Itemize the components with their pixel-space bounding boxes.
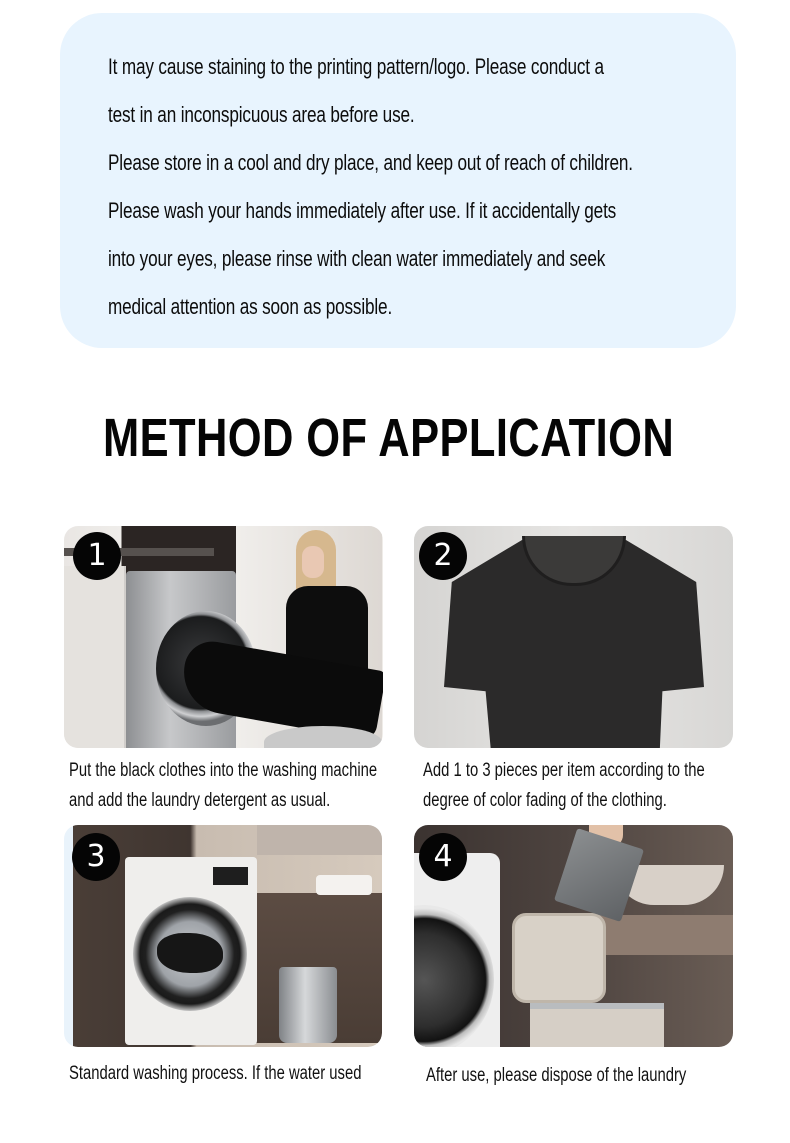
caption-line: Add 1 to 3 pieces per item according to the	[423, 760, 705, 781]
step-3-image	[64, 825, 382, 1047]
step-4-caption	[426, 1061, 686, 1091]
step-number-badge: 2	[419, 532, 467, 580]
step-2-caption	[423, 756, 705, 816]
notice-line: test in an inconspicuous area before use.	[108, 102, 415, 127]
step-number-badge: 4	[419, 833, 467, 881]
caption-line: Put the black clothes into the washing machine	[69, 760, 378, 781]
precautions-panel	[60, 13, 736, 348]
section-title: METHOD OF APPLICATION	[103, 408, 675, 468]
notice-line: Please store in a cool and dry place, and keep out of reach of children.	[108, 150, 633, 175]
step-number-badge: 3	[72, 833, 120, 881]
caption-line: degree of color fading of the clothing.	[423, 790, 667, 811]
step-2-image	[414, 526, 733, 748]
caption-line: Standard washing process. If the water used	[69, 1063, 362, 1084]
notice-line: It may cause staining to the printing pattern/logo. Please conduct a	[108, 54, 604, 79]
caption-line: and add the laundry detergent as usual.	[69, 790, 331, 811]
notice-line: medical attention as soon as possible.	[108, 294, 393, 319]
notice-line: Please wash your hands immediately after use. If it accidentally gets	[108, 198, 617, 223]
notice-line: into your eyes, please rinse with clean water immediately and seek	[108, 246, 606, 271]
caption-line: After use, please dispose of the laundry	[426, 1065, 687, 1086]
step-1-caption	[69, 756, 377, 816]
step-number-badge: 1	[73, 532, 121, 580]
step-1-image	[64, 526, 383, 748]
step-4-image	[414, 825, 733, 1047]
step-3-caption	[69, 1059, 361, 1089]
